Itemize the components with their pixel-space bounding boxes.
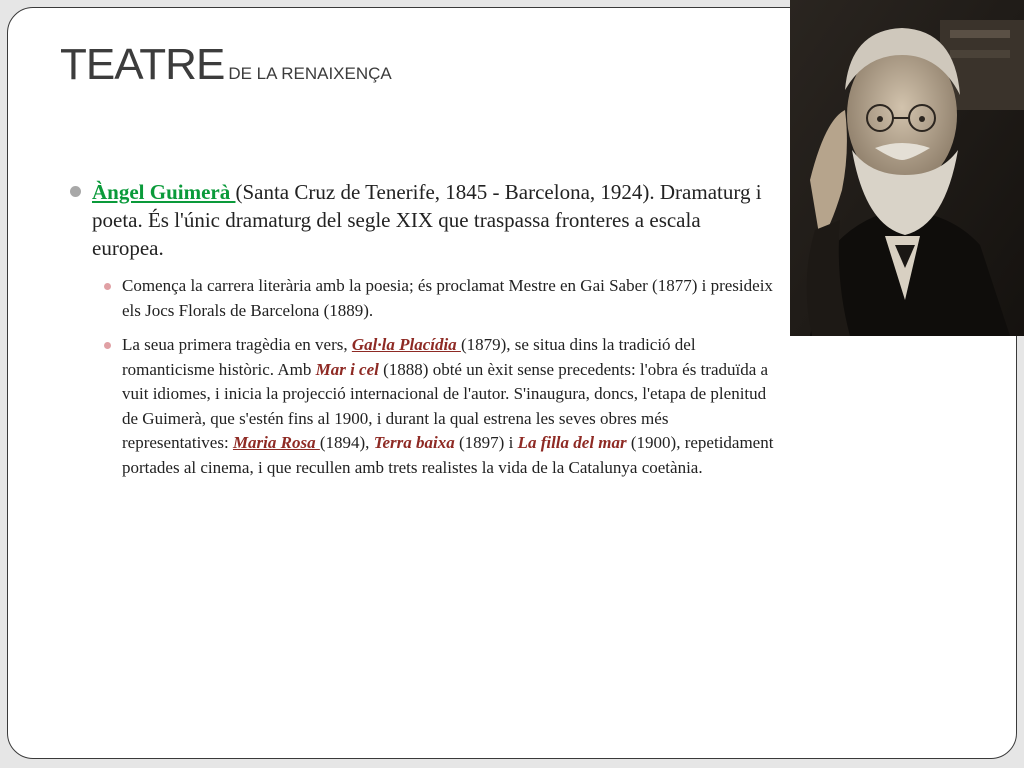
la-filla-del-mar-title: La filla del mar	[517, 433, 627, 452]
poetry-text: Comença la carrera literària amb la poesia; és proclamat Mestre en Gai Saber (1877) i presideix els Jocs Florals de Barcelona (1889).	[122, 276, 773, 320]
portrait-image	[790, 0, 1024, 336]
bullet-tragedy	[122, 333, 775, 480]
maria-rosa-link[interactable]: Maria Rosa	[232, 433, 320, 452]
mar-i-cel-title: Mar i cel	[315, 359, 379, 379]
bullet-dot	[104, 342, 111, 349]
bullet-dot	[104, 283, 111, 290]
tragedy-text-6: (1900), repetidament portades al cinema, i que recullen amb trets realistes la vida de la Catalunya coetània.	[122, 433, 774, 477]
tragedy-text-2: (1879), se situa dins la tradició del romanticisme històric. Amb	[122, 335, 696, 379]
bullet-dot	[70, 186, 81, 197]
content-body	[70, 178, 775, 490]
tragedy-text-4: (1894),	[319, 433, 374, 452]
guimera-link[interactable]: Àngel Guimerà	[92, 180, 236, 204]
guimera-description: (Santa Cruz de Tenerife, 1845 - Barcelona, 1924). Dramaturg i poeta. És l'únic dramaturg del segle XIX que traspassa fronteres a escala europea.	[92, 180, 762, 260]
title-main: TEATRE	[60, 40, 225, 89]
galla-placidia-link[interactable]: Gal·la Placídia	[351, 335, 461, 354]
bullet-poetry	[122, 274, 775, 323]
terra-baixa-title: Terra baixa	[373, 433, 455, 452]
tragedy-text-3: (1888) obté un èxit sense precedents: l'obra és traduïda a vuit idiomes, i inicia la projecció internacional de l'autor. S'inaugura, doncs, l'etapa de plenitud de Guimerà, que s'estén fins al 1900, i durant la qual estrena les seves obres més representatives:	[122, 359, 769, 452]
title-sub: DE LA RENAIXENÇA	[228, 64, 392, 83]
tragedy-text-1: La seua primera tragèdia en vers,	[122, 335, 352, 354]
bullet-guimera	[70, 178, 775, 262]
slide-title	[60, 40, 392, 90]
portrait-photo	[790, 0, 1024, 336]
tragedy-text-5: (1897) i	[454, 433, 518, 452]
